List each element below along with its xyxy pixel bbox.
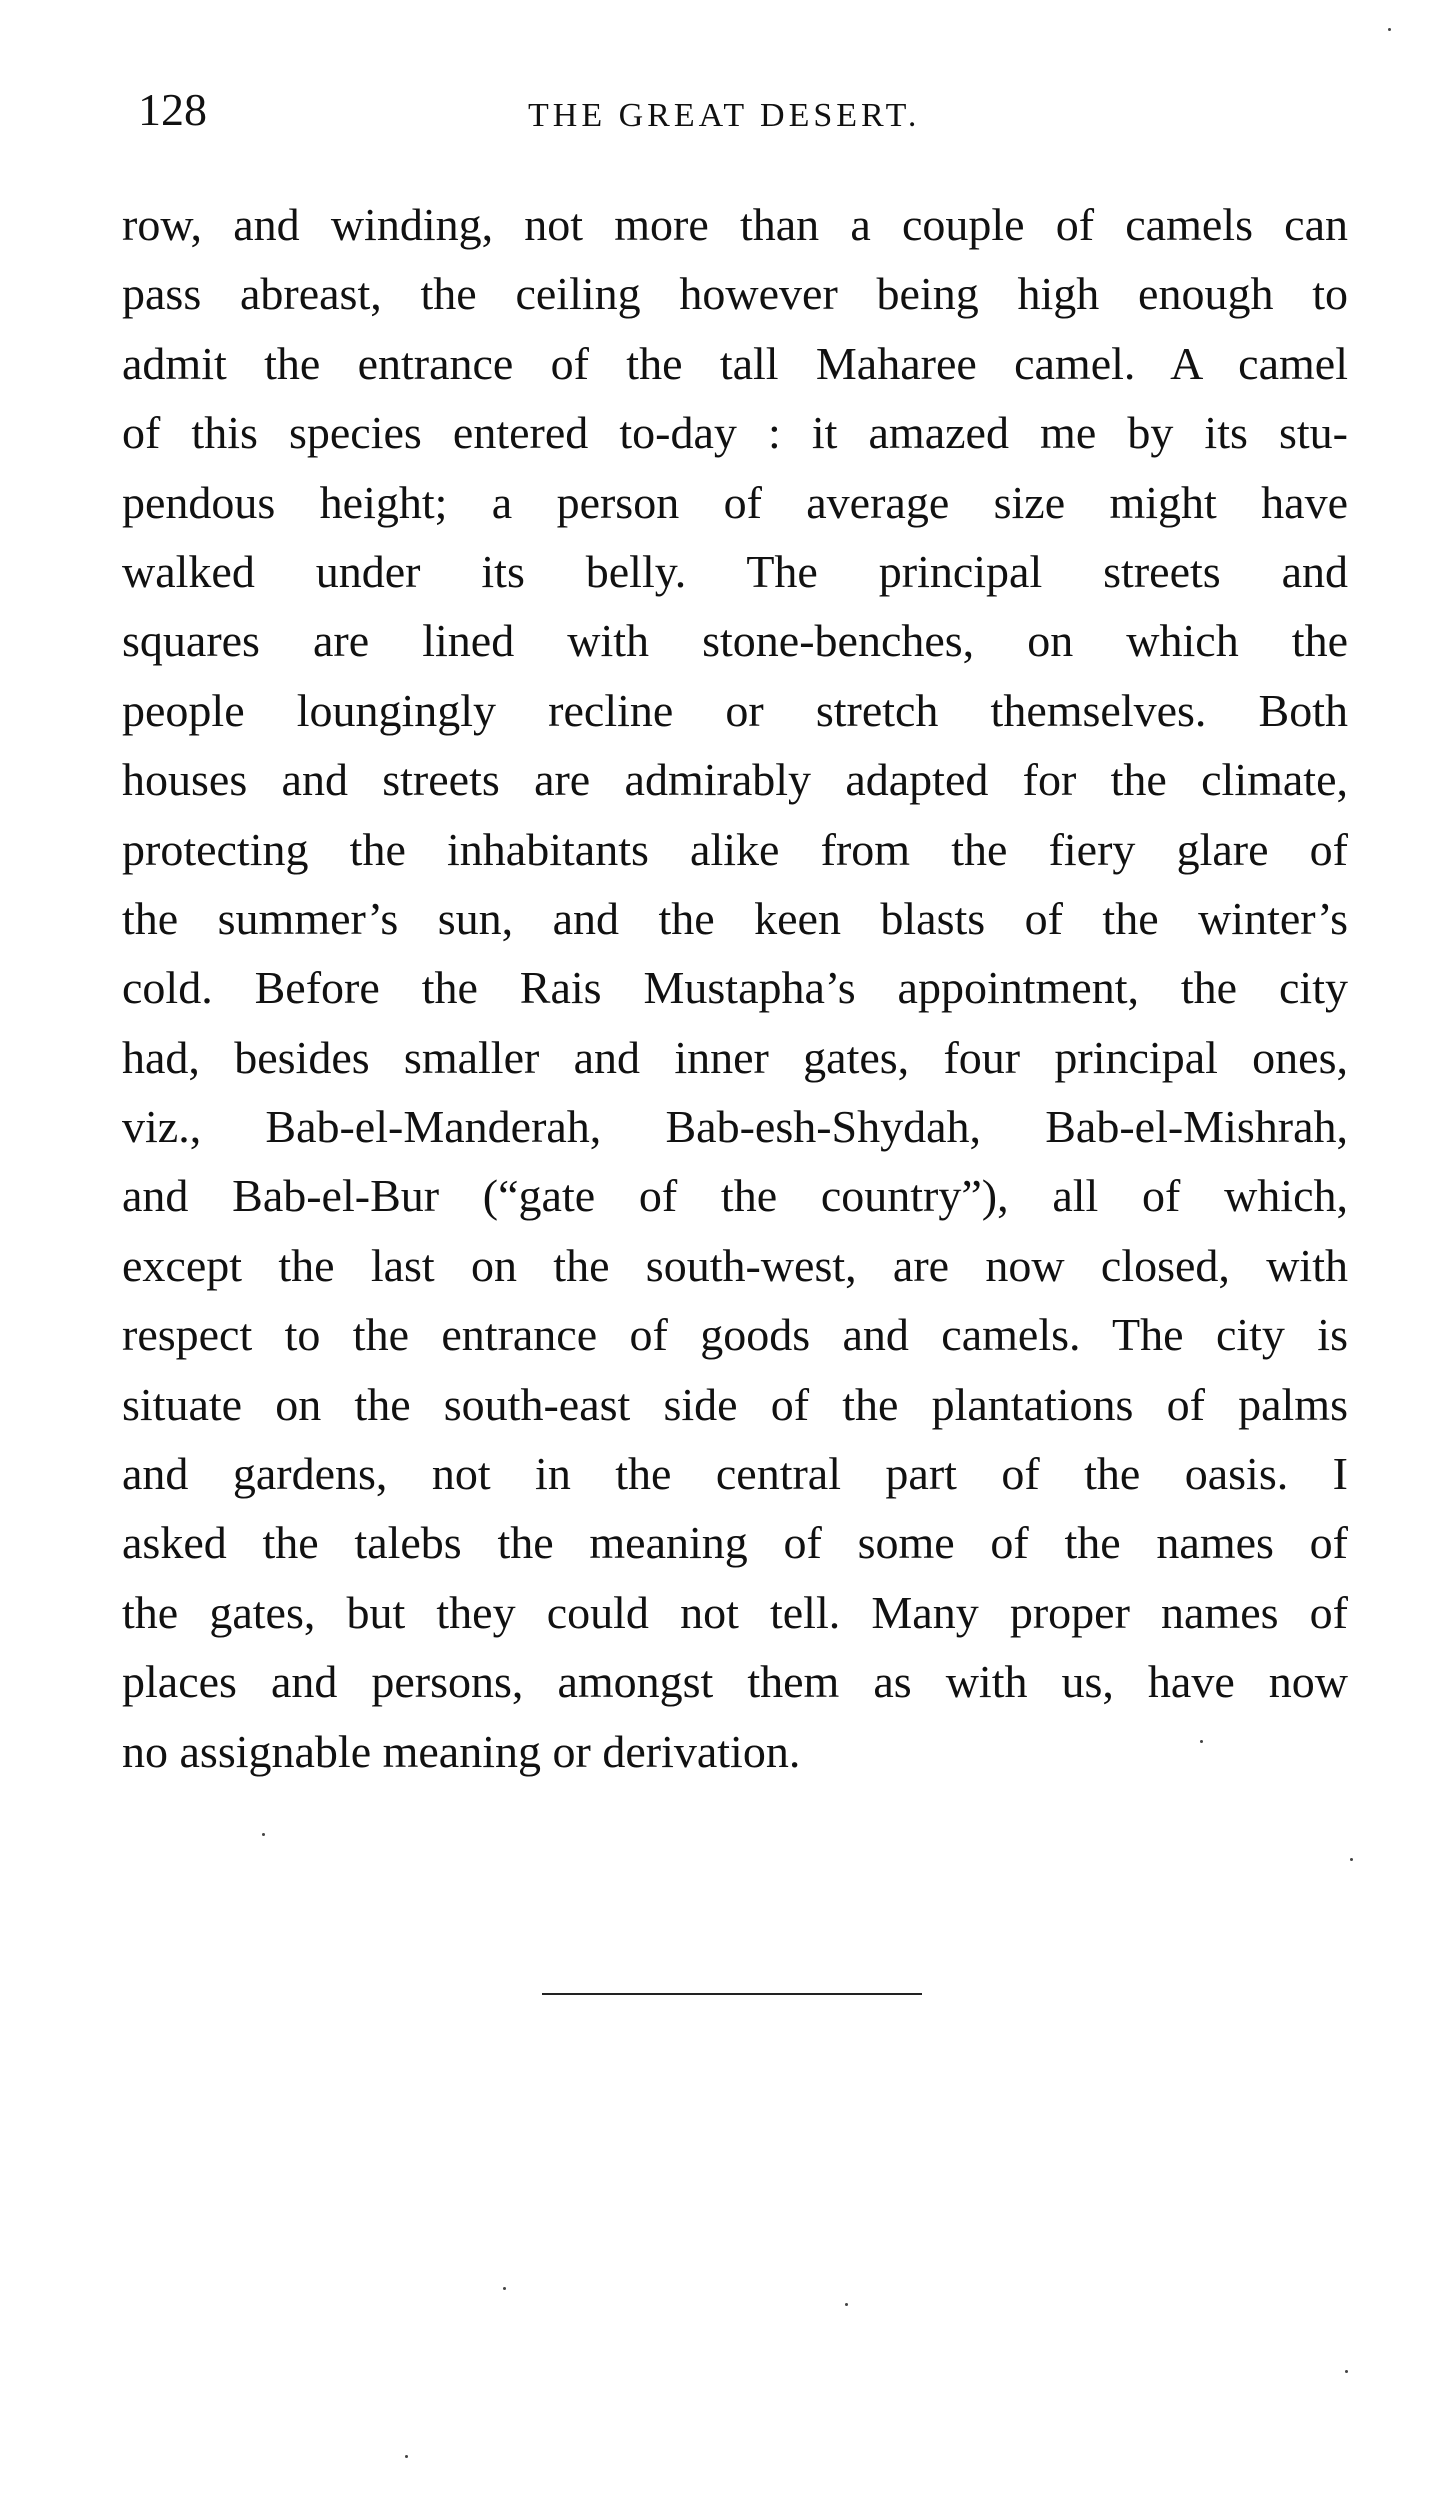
text-line: and gardens, not in the central part of the oasis. I xyxy=(122,1448,1348,1500)
scan-speck xyxy=(1200,1740,1203,1743)
text-line: protecting the inhabitants alike from the fiery glare of xyxy=(122,823,1348,875)
text-line: had, besides smaller and inner gates, four principal ones, xyxy=(122,1031,1348,1083)
text-line: cold. Before the Rais Mustapha’s appointment, the city xyxy=(122,962,1348,1014)
page-number: 128 xyxy=(138,84,207,135)
text-line: viz., Bab-el-Manderah, Bab-esh-Shydah, Bab-el-Mishrah, xyxy=(122,1101,1348,1153)
text-line: walked under its belly. The principal streets and xyxy=(122,545,1348,597)
text-line: of this species entered to-day : it amazed me by its stu- xyxy=(122,407,1348,459)
text-line: respect to the entrance of goods and camels. The city is xyxy=(122,1309,1348,1361)
running-title: THE GREAT DESERT. xyxy=(528,97,921,134)
text-line: squares are lined with stone-benches, on which the xyxy=(122,615,1348,667)
scan-speck xyxy=(1345,2370,1348,2373)
text-line: houses and streets are admirably adapted for the climate, xyxy=(122,754,1348,806)
scan-speck xyxy=(1350,1858,1353,1861)
running-head xyxy=(138,80,1358,140)
text-line: pendous height; a person of average size might have xyxy=(122,476,1348,528)
text-line: the gates, but they could not tell. Many proper names of xyxy=(122,1586,1348,1638)
scan-speck xyxy=(405,2455,408,2458)
text-line: people loungingly recline or stretch themselves. Both xyxy=(122,684,1348,736)
end-rule xyxy=(542,1993,922,1995)
text-line: situate on the south-east side of the plantations of palms xyxy=(122,1378,1348,1430)
text-line: row, and winding, not more than a couple of camels can xyxy=(122,199,1348,250)
text-line: pass abreast, the ceiling however being high enough to xyxy=(122,268,1348,320)
scan-speck xyxy=(262,1833,265,1836)
text-line: asked the talebs the meaning of some of the names of xyxy=(122,1517,1348,1569)
scan-speck xyxy=(503,2287,506,2290)
body-paragraph xyxy=(122,190,1348,1786)
text-line: admit the entrance of the tall Maharee camel. A camel xyxy=(122,337,1348,389)
text-line: places and persons, amongst them as with us, have now xyxy=(122,1656,1348,1708)
text-line: except the last on the south-west, are now closed, with xyxy=(122,1239,1348,1291)
text-line: the summer’s sun, and the keen blasts of the winter’s xyxy=(122,892,1348,944)
text-line: and Bab-el-Bur (“gate of the country”), all of which, xyxy=(122,1170,1348,1222)
scan-speck xyxy=(1388,28,1391,31)
scan-speck xyxy=(845,2303,848,2306)
text-line: no assignable meaning or derivation. xyxy=(122,1725,801,1777)
